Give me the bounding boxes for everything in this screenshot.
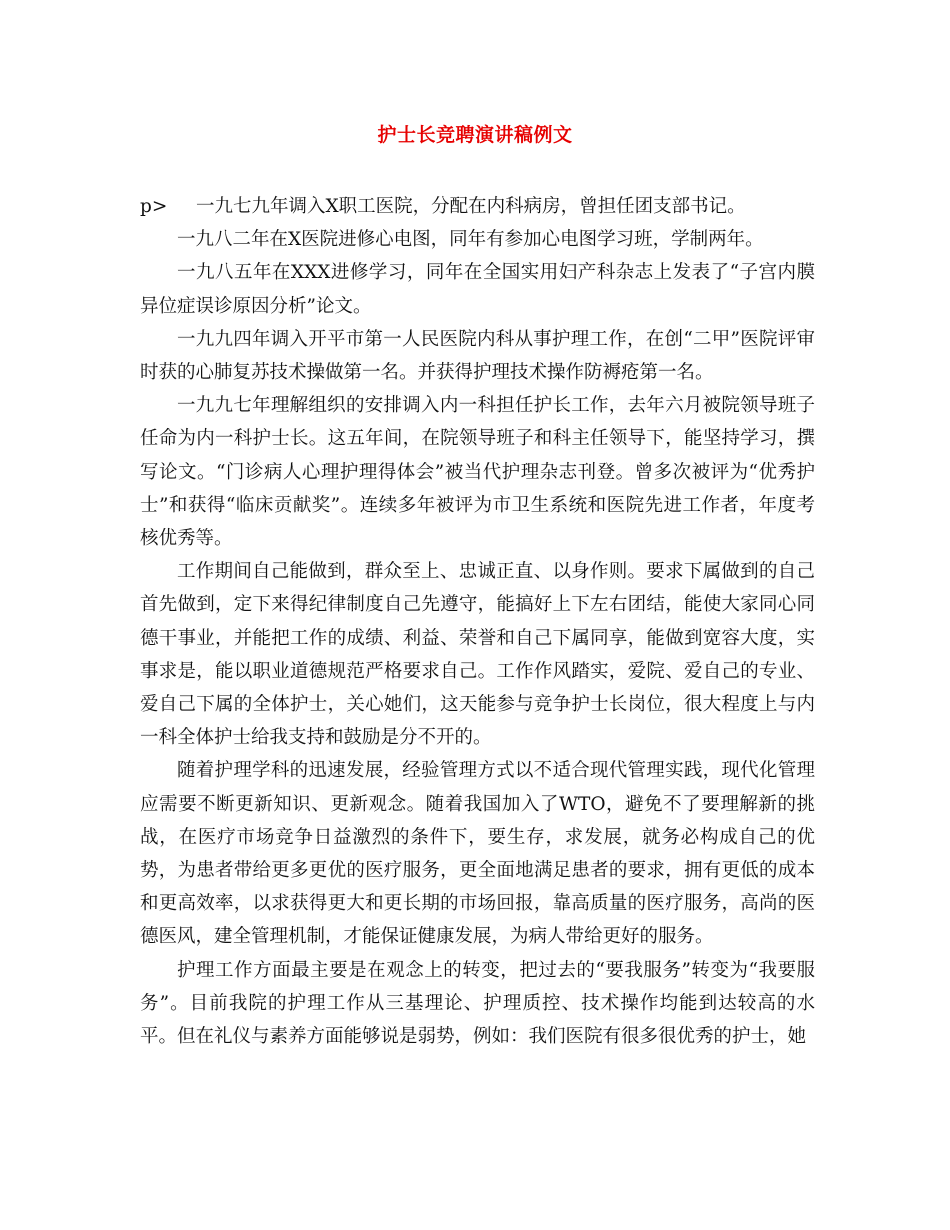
paragraph-6: 工作期间自己能做到，群众至上、忠诚正直、以身作则。要求下属做到的自己首先做到，定下来得纪律制度自己先遵守，能搞好上下左右团结，能使大家同心同德干事业，并能把工作的成绩、利益、荣誉和自己下属同享，能做到宽容大度，实事求是，能以职业道德规范严格要求自己。工作作风踏实，爱院、爱自己的专业、爱自己下属的全体护士，关心她们，这天能参与竞争护士长岗位，很大程度上与内一科全体护士给我支持和鼓励是分不开的。 xyxy=(140,561,815,749)
document-body xyxy=(140,190,815,1053)
paragraph-1 xyxy=(140,190,815,223)
document-title: 护士长竞聘演讲稿例文 xyxy=(377,124,573,146)
paragraph-8: 护理工作方面最主要是在观念上的转变，把过去的“要我服务”转变为“我要服务”。目前我院的护理工作从三基理论、护理质控、技术操作均能到达较高的水平。但在礼仪与素养方面能够说是弱势，例如：我们医院有很多很优秀的护士，她 xyxy=(140,959,815,1048)
paragraph-4: 一九九四年调入开平市第一人民医院内科从事护理工作，在创“二甲”医院评审时获的心肺复苏技术操做第一名。并获得护理技术操作防褥疮第一名。 xyxy=(140,328,815,384)
paragraph-5: 一九九七年理解组织的安排调入内一科担任护长工作，去年六月被院领导班子任命为内一科护士长。这五年间，在院领导班子和科主任领导下，能坚持学习，撰写论文。“门诊病人心理护理得体会”被当代护理杂志刊登。曾多次被评为“优秀护士”和获得“临床贡献奖”。连续多年被评为市卫生系统和医院先进工作者，年度考核优秀等。 xyxy=(140,395,815,550)
paragraph-7: 随着护理学科的迅速发展，经验管理方式以不适合现代管理实践，现代化管理应需要不断更新知识、更新观念。随着我国加入了WTO，避免不了要理解新的挑战，在医疗市场竞争日益激烈的条件下，要生存，求发展，就务必构成自己的优势，为患者带给更多更优的医疗服务，更全面地满足患者的要求，拥有更低的成本和更高效率，以求获得更大和更长期的市场回报，靠高质量的医疗服务，高尚的医德医风，建全管理机制，才能保证健康发展，为病人带给更好的服务。 xyxy=(140,760,815,948)
paragraph-2: 一九八二年在X医院进修心电图，同年有参加心电图学习班，学制两年。 xyxy=(177,229,764,251)
paragraph-1-text: 一九七九年调入X职工医院，分配在内科病房，曾担任团支部书记。 xyxy=(196,196,746,217)
lead-marker: p> xyxy=(140,196,168,217)
paragraph-3: 一九八五年在XXX进修学习，同年在全国实用妇产科杂志上发表了“子宫内膜异位症误诊原因分析”论文。 xyxy=(140,262,815,317)
